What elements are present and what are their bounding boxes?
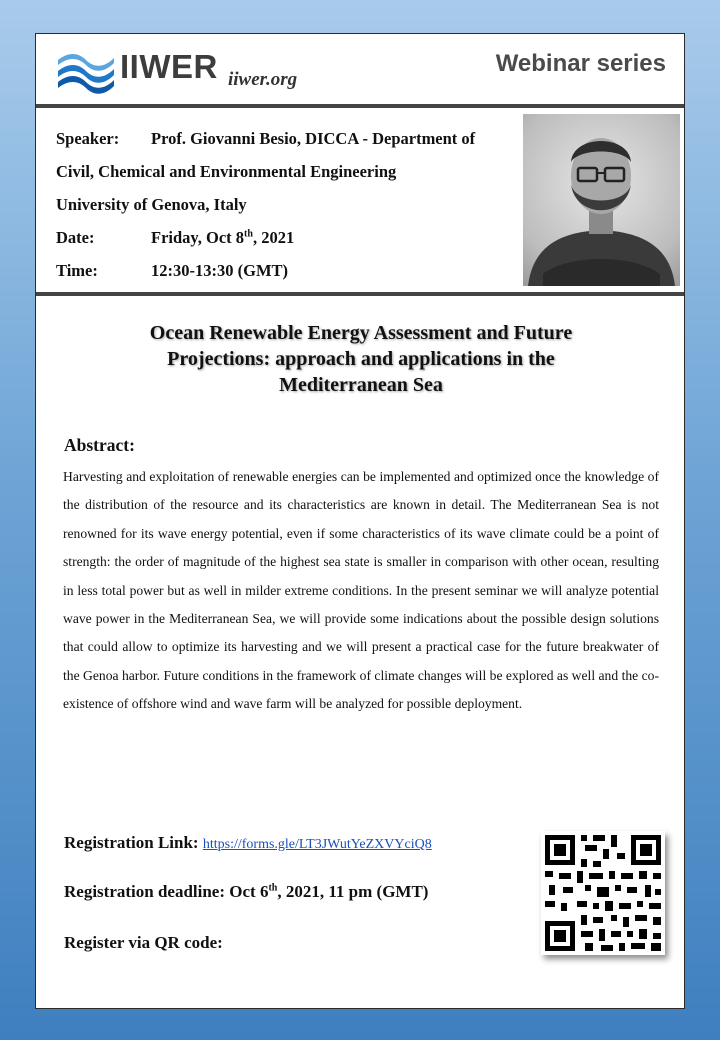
speaker-name: Prof. Giovanni Besio, DICCA - Department of (151, 129, 476, 148)
speaker-portrait-image (523, 114, 680, 286)
wave-logo-icon (56, 50, 116, 94)
abstract-text: Harvesting and exploitation of renewable energies can be implemented and optimized once the knowledge of the distribution of the resource and its characteristics are known in detail. The Mediterranean Sea is not renowned for its wave energy potential, even if some characteristics of its wave climate could be a point of strength: the order of magnitude of the highest sea state is smaller in comparison with other ocean, resulting in less total power but as well in milder extreme conditions. In the present seminar we will analyze potential wave power in the Mediterranean Sea, we will provide some indications about the possible design solutions that could allow to optimize its harvesting and we will present a practical case for the future breakwater of the Genoa harbor. Future conditions in the framework of climate changes will be explored as well and the co-existence of offshore wind and wave farm will be analyzed for possible deployment. (63, 469, 659, 712)
brand-url: iiwer.org (228, 69, 298, 90)
speaker-row (56, 122, 526, 155)
flyer-card (35, 33, 685, 1009)
speaker-affiliation-line: Civil, Chemical and Environmental Engineering (56, 162, 397, 181)
brand-name: IIWER (120, 48, 218, 85)
speaker-label: Speaker: (56, 129, 120, 148)
date-value: Friday, Oct 8th, 2021 (151, 228, 295, 247)
registration-link-label: Registration Link: (64, 833, 199, 852)
time-row (56, 254, 526, 287)
time-label: Time: (56, 261, 98, 280)
speaker-university-line: University of Genova, Italy (56, 195, 247, 214)
time-value: 12:30-13:30 (GMT) (151, 261, 289, 280)
speaker-photo (523, 114, 680, 286)
header (36, 34, 684, 108)
registration-qr-code[interactable] (541, 831, 665, 955)
registration-link[interactable]: https://forms.gle/LT3JWutYeZXVYciQ8 (202, 837, 432, 852)
webinar-title: Ocean Renewable Energy Assessment and Future Projections: approach and applications in the Mediterranean Sea (149, 322, 573, 396)
qr-code-label: Register via QR code: (64, 933, 223, 952)
registration-deadline: Registration deadline: Oct 6th, 2021, 11 pm (GMT) (64, 882, 429, 901)
section-divider (36, 292, 684, 296)
registration-link-row (64, 833, 432, 853)
date-row (56, 221, 526, 254)
webinar-series-label: Webinar series (495, 50, 666, 77)
event-info (56, 122, 526, 287)
date-label: Date: (56, 228, 95, 247)
abstract-heading: Abstract: (64, 435, 135, 455)
qr-code-icon (541, 831, 665, 955)
